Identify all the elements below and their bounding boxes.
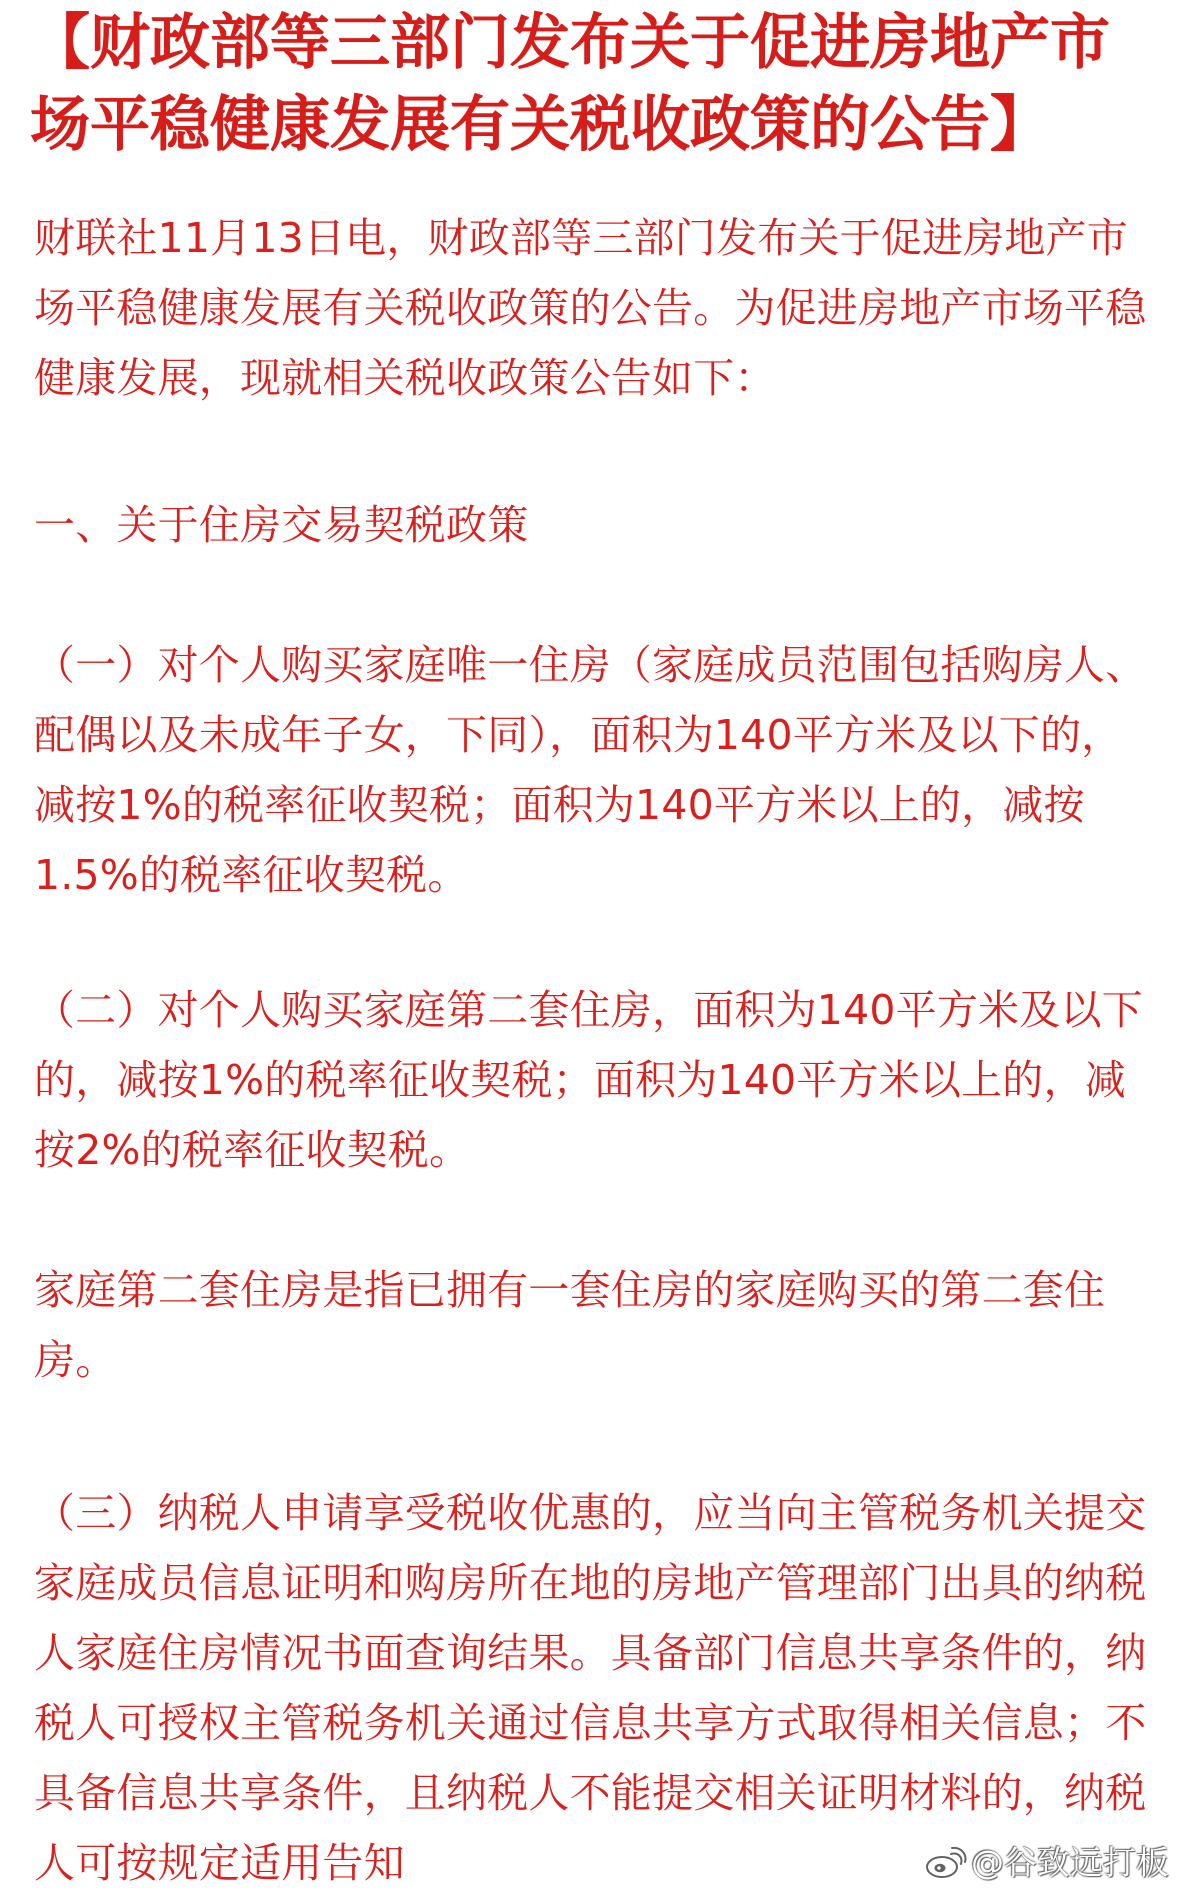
weibo-icon xyxy=(925,1846,967,1880)
document-title: 【财政部等三部门发布关于促进房地产市场平稳健康发展有关税收政策的公告】 xyxy=(30,8,1110,160)
policy-item-3: （三）纳税人申请享受税收优惠的，应当向主管税务机关提交家庭成员信息证明和购房所在地的房地产管理部门出具的纳税人家庭住房情况书面查询结果。具备部门信息共享条件的，纳税人可授权主管税务机关通过信息共享方式取得相关信息；不具备信息共享条件，且纳税人不能提交相关证明材料的，纳税人可按规定适用告知 xyxy=(34,1489,1147,1887)
intro-paragraph: 财联社11月13日电，财政部等三部门发布关于促进房地产市场平稳健康发展有关税收政策的公告。为促进房地产市场平稳健康发展，现就相关税收政策公告如下： xyxy=(34,214,1147,402)
policy-item-2: （二）对个人购买家庭第二套住房，面积为140平方米及以下的，减按1%的税率征收契税；面积为140平方米以上的，减按2%的税率征收契税。 xyxy=(34,986,1143,1174)
definition-note: 家庭第二套住房是指已拥有一套住房的家庭购买的第二套住房。 xyxy=(34,1266,1106,1384)
weibo-watermark xyxy=(925,1843,1169,1883)
watermark-text: @谷致远打板 xyxy=(971,1843,1169,1882)
section-heading: 一、关于住房交易契税政策 xyxy=(34,501,529,549)
policy-item-1: （一）对个人购买家庭唯一住房（家庭成员范围包括购房人、配偶以及未成年子女，下同），面积为140平方米及以下的，减按1%的税率征收契税；面积为140平方米以上的，减按1.5%的税率征收契税。 xyxy=(34,641,1147,899)
